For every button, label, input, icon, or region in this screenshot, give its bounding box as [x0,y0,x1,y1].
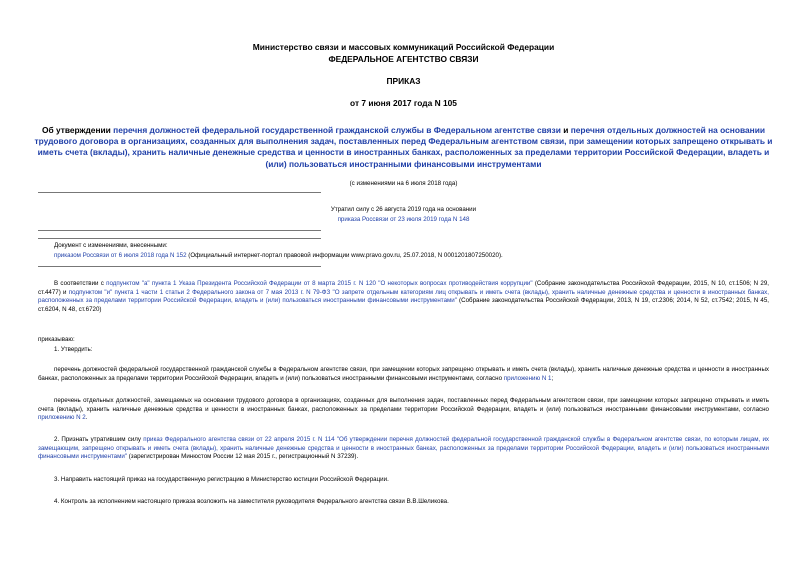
item-2 [38,436,769,462]
preamble [38,280,769,315]
lost-force-link[interactable]: приказа Россвязи от 23 июля 2019 года N 148 [337,216,470,223]
separator-line [38,266,321,267]
preamble-text: (Собрание законодательства Российской Федерации, 2015, N 10, ст.1506; N 29, ст.4477) и [38,280,769,296]
preamble-link-decree[interactable]: подпунктом "а" пункта 1 Указа Президента Российской Федерации от 8 марта 2015 г. N 120 "О некоторых вопросах противодействия коррупции" [106,280,533,287]
item-2-text: 2. Признать утратившим силу [54,436,144,443]
item-2-end: (зарегистрирован Минюстом России 12 мая 2015 г., регистрационный N 37239). [127,453,359,461]
item-1: 1. Утвердить: [54,346,93,353]
title-prefix: Об утверждении [41,125,114,135]
lost-force-text: Утратил силу с 26 августа 2019 года на основании [330,206,477,213]
doc-date: от 7 июня 2017 года N 105 [350,98,457,108]
separator-line [38,192,321,193]
doc-type: ПРИКАЗ [386,76,421,86]
appendix-1-link[interactable]: приложению N 1 [503,374,552,382]
list-item-end: ; [551,374,554,382]
preamble-text: В соответствии с [54,280,107,287]
item-3: 3. Направить настоящий приказ на государственную регистрацию в Министерство юстиции Российской Федерации. [54,476,389,483]
repealed-order-link[interactable]: приказ Федерального агентства связи от 22 апреля 2015 г. N 114 "Об утверждении перечня должностей федеральной государственной гражданской службы в Федеральном агентстве связи, по которым лицам, их замещающим, запрещено открывать и иметь счета (вклады), хранить наличные денежные средства и ценности в иностранных банках, расположенных за пределами территории Российской Федерации, владеть и (или) пользоваться иностранными финансовыми инструментами" [38,436,769,461]
list-item-text: перечень отдельных должностей, замещаемых на основании трудового договора в организациях, созданных для выполнения задач, поставленных перед Федеральным агентством связи, при замещении которых запрещено открывать и иметь счета (вклады), хранить наличные денежные средства и ценности в иностранных банках, расположенных за пределами территории Российской Федерации, владеть и (или) пользоваться иностранными финансовыми инструментами, согласно [38,397,769,413]
orders-word: приказываю: [38,336,75,343]
separator-line [38,238,321,239]
item-4: 4. Контроль за исполнением настоящего приказа возложить на заместителя руководителя Федерального агентства связи В.В.Шеликова. [54,498,449,505]
appendix-2-link[interactable]: приложению N 2 [38,414,86,422]
amended-label: Документ с изменениями, внесенными: [54,242,168,249]
changes-note: (с изменениями на 6 июля 2018 года) [349,180,458,187]
list-item-1 [38,366,769,383]
agency-name: ФЕДЕРАЛЬНОЕ АГЕНТСТВО СВЯЗИ [328,54,479,64]
preamble-link-law[interactable]: подпунктом "и" пункта 1 части 1 статьи 2 Федерального закона от 7 мая 2013 г. N 79-ФЗ "О запрете отдельным категориям лиц открывать и иметь счета (вклады), хранить наличные денежные средства и ценности в иностранных банках, расположенных за пределами территории Российской Федерации, владеть и (или) пользоваться иностранными финансовыми инструментами" [38,288,769,305]
list-item-2 [38,397,769,423]
title-link-1[interactable]: перечня должностей федеральной государственной гражданской службы в Федеральном агентстве связи [113,125,561,135]
title-link-2[interactable]: перечня отдельных должностей на основании трудового договора в организациях, созданных для выполнения задач, поставленных перед Федеральным агентством связи, при замещении которых запрещено открывать и иметь счета (вклады), хранить наличные денежные средства и ценности в иностранных банках, расположенных за пределами территории Российской Федерации, владеть и (или) пользоваться иностранными финансовыми инструментами [34,125,773,169]
title-mid: и [560,125,571,135]
amended-link[interactable]: приказом Россвязи от 6 июля 2018 года N 152 [54,252,187,259]
list-item-text: перечень должностей федеральной государственной гражданской службы в Федеральном агентстве связи, при замещении которых запрещено открывать и иметь счета (вклады), хранить наличные денежные средства и ценности в иностранных банках, расположенных за пределами территории Российской Федерации, владеть и (или) пользоваться иностранными финансовыми инструментами, согласно [38,366,769,382]
separator-line [38,230,321,231]
document-title [30,125,777,170]
amended-rest: (Официальный интернет-портал правовой информации www.pravo.gov.ru, 25.07.2018, N 0001201807250020). [186,252,503,259]
list-item-end: . [85,414,88,422]
amended-line [54,252,503,261]
ministry-name: Министерство связи и массовых коммуникаций Российской Федерации [252,42,555,52]
preamble-text: (Собрание законодательства Российской Федерации, 2013, N 19, ст.2306; 2014, N 52, ст.7542; 2015, N 45, ст.6204, N 48, ст.6720) [38,297,769,314]
